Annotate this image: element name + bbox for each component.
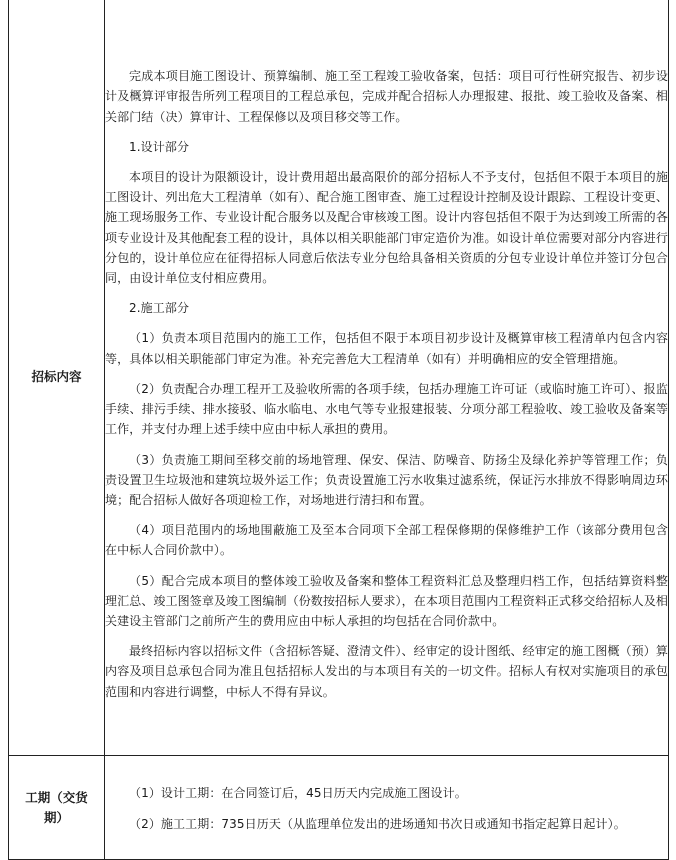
row-label: 工期（交货期） [25,789,88,825]
row-content-cell [105,0,669,756]
section-heading-design: 1.设计部分 [129,139,190,154]
row-label: 招标内容 [31,369,82,384]
paragraph-final: 最终招标内容以招标文件（含招标答疑、澄清文件）、经审定的设计图纸、经审定的施工图概（预）算内容及项目总承包合同为准且包括招标人发出的与本项目有关的一切文件。招标人有权对实施项目的承包范围和内容进行调整，中标人不得有异议。 [105,644,668,699]
tender-info-table [8,0,669,860]
row-label-cell [9,756,105,860]
paragraph-item-1: （1）负责本项目范围内的施工工作，包括但不限于本项目初步设计及概算审核工程清单内包含内容等，具体以相关职能部门审定为准。补充完善危大工程清单（如有）并明确相应的安全管理措施。 [105,331,668,366]
paragraph-design-period: （1）设计工期：在合同签订后，45日历天内完成施工图设计。 [129,786,467,801]
paragraph-item-3: （3）负责施工期间至移交前的场地管理、保安、保洁、防噪音、防扬尘及绿化养护等管理工作；负责设置卫生垃圾池和建筑垃圾外运工作；负责设置施工污水收集过滤系统，保证污水排放不得影响周边环境；配合招标人做好各项迎检工作，对场地进行清扫和布置。 [105,452,668,507]
paragraph-intro: 完成本项目施工图设计、预算编制、施工至工程竣工验收备案，包括：项目可行性研究报告、初步设计及概算评审报告所列工程项目的工程总承包，完成并配合招标人办理报建、报批、竣工验收及备案、相关部门结（决）算审计、工程保修以及项目移交等工作。 [105,69,668,124]
paragraph-construction-period: （2）施工工期：735日历天（从监理单位发出的进场通知书次日或通知书指定起算日起计）。 [129,816,626,831]
paragraph-design: 本项目的设计为限额设计，设计费用超出最高限价的部分招标人不予支付，包括但不限于本项目的施工图设计、列出危大工程清单（如有）、配合施工图审查、施工过程设计控制及设计跟踪、工程设计变更、施工现场服务工作、专业设计配合服务以及配合审核竣工图。设计内容包括但不限于为达到竣工所需的各项专业设计及其他配套工程的设计，具体以相关职能部门审定造价为准。如设计单位需要对部分内容进行分包的，设计单位应在征得招标人同意后依法专业分包给具备相关资质的分包专业设计单位并签订分包合同，由设计单位支付相应费用。 [105,170,668,286]
section-heading-construction: 2.施工部分 [129,301,190,316]
row-content-cell [105,756,669,860]
row-label-cell [9,0,105,756]
paragraph-item-5: （5）配合完成本项目的整体竣工验收及备案和整体工程资料汇总及整理归档工作，包括结算资料整理汇总、竣工图签章及竣工图编制（份数按招标人要求），在本项目范围内工程资料正式移交给招标人及相关建设主管部门之前所产生的费用应由中标人承担的均包括在合同价款中。 [105,573,668,628]
paragraph-item-4: （4）项目范围内的场地围蔽施工及至本合同项下全部工程保修期的保修维护工作（该部分费用包含在中标人合同价款中）。 [105,523,668,558]
paragraph-item-2: （2）负责配合办理工程开工及验收所需的各项手续，包括办理施工许可证（或临时施工许可）、报监手续、排污手续、排水接驳、临水临电、水电气等专业报建报装、分项分部工程验收、竣工验收及备案等工作，并支付办理上述手续中应由中标人承担的费用。 [105,381,668,437]
table-row [9,0,669,756]
table-row [9,756,669,860]
